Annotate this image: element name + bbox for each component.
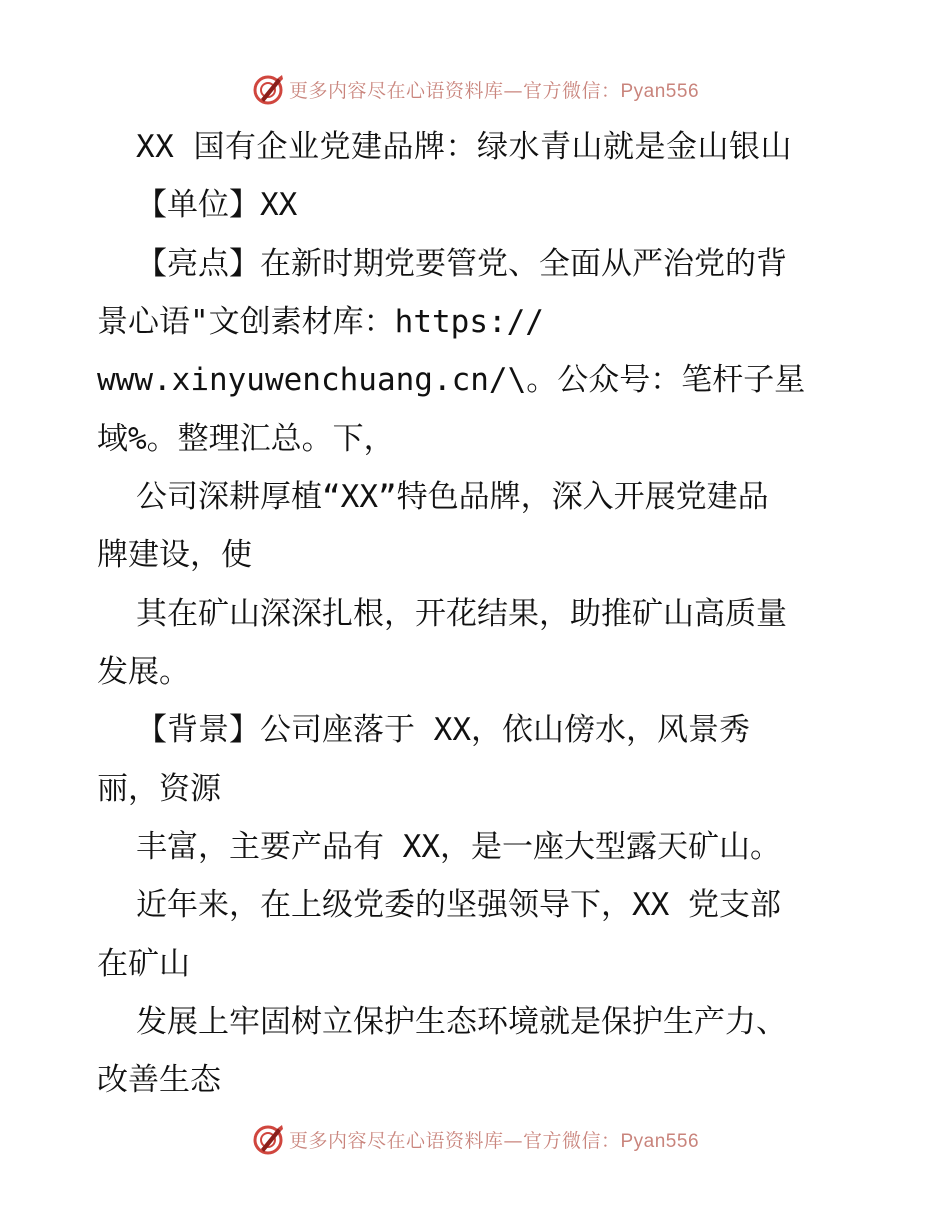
banner-message: 更多内容尽在心语资料库—官方微信： bbox=[288, 79, 621, 102]
paragraph-line: 牌建设，使 bbox=[97, 537, 252, 573]
paragraph-line: 改善生态 bbox=[97, 1062, 221, 1098]
paragraph-line: 景心语"文创素材库：https:// bbox=[97, 304, 544, 340]
paragraph-line: www.xinyuwenchuang.cn/\。公众号：笔杆子星 bbox=[97, 362, 806, 398]
paragraph-line: 公司深耕厚植“XX”特色品牌，深入开展党建品 bbox=[136, 479, 769, 515]
pen-nib-logo-icon bbox=[251, 1122, 285, 1156]
banner-wechat-id: Pyan556 bbox=[620, 80, 700, 102]
paragraph-line: 【背景】公司座落于 XX，依山傍水，风景秀 bbox=[136, 712, 750, 748]
paragraph-line: 近年来，在上级党委的坚强领导下，XX 党支部 bbox=[136, 887, 781, 923]
banner-message: 更多内容尽在心语资料库—官方微信： bbox=[288, 1129, 621, 1152]
paragraph-line: 发展上牢固树立保护生态环境就是保护生产力、 bbox=[136, 1004, 787, 1040]
paragraph-line: 【亮点】在新时期党要管党、全面从严治党的背 bbox=[136, 246, 787, 282]
paragraph-line: 在矿山 bbox=[97, 946, 190, 982]
paragraph-line: 【单位】XX bbox=[136, 187, 298, 223]
paragraph-line: 丰富，主要产品有 XX，是一座大型露天矿山。 bbox=[136, 829, 781, 865]
paragraph-line: 发展。 bbox=[97, 654, 190, 690]
paragraph-line: 域%。整理汇总。下， bbox=[97, 421, 395, 457]
banner-text bbox=[289, 1126, 699, 1153]
footer-banner bbox=[0, 1122, 950, 1156]
paragraph-line: 丽，资源 bbox=[97, 771, 221, 807]
paragraph-line: 其在矿山深深扎根，开花结果，助推矿山高质量 bbox=[136, 596, 787, 632]
document-title: XX 国有企业党建品牌：绿水青山就是金山银山 bbox=[136, 129, 792, 165]
banner-wechat-id: Pyan556 bbox=[620, 1130, 700, 1152]
